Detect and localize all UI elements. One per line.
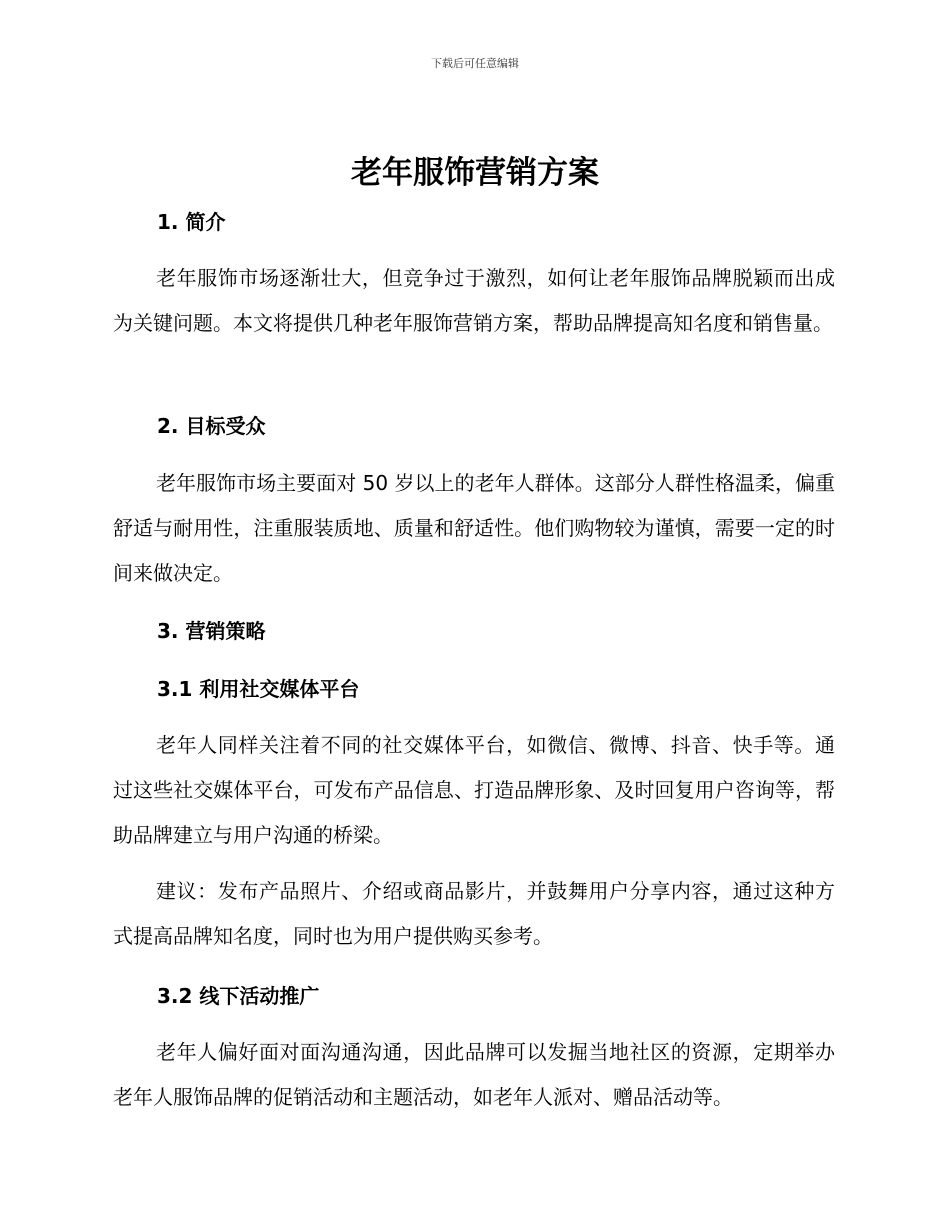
header-note: 下载后可任意编辑 [431,57,519,70]
subsection-heading-offline: 3.2 线下活动推广 [157,984,320,1008]
section-heading-audience: 2. 目标受众 [157,414,266,438]
paragraph-social-1: 老年人同样关注着不同的社交媒体平台，如微信、微博、抖音、快手等。通过这些社交媒体平台，可发布产品信息、打造品牌形象、及时回复用户咨询等，帮助品牌建立与用户沟通的桥梁。 [113,733,835,847]
section-heading-strategy: 3. 营销策略 [157,619,266,643]
paragraph-audience: 老年服饰市场主要面对 50 岁以上的老年人群体。这部分人群性格温柔，偏重舒适与耐用性，注重服装质地、质量和舒适性。他们购物较为谨慎，需要一定的时间来做决定。 [113,471,835,585]
document-title: 老年服饰营销方案 [351,155,599,191]
section-heading-intro: 1. 简介 [157,210,226,234]
paragraph-intro: 老年服饰市场逐渐壮大，但竞争过于激烈，如何让老年服饰品牌脱颖而出成为关键问题。本文将提供几种老年服饰营销方案，帮助品牌提高知名度和销售量。 [113,266,835,335]
subsection-heading-social: 3.1 利用社交媒体平台 [157,677,360,701]
paragraph-social-2: 建议：发布产品照片、介绍或商品影片，并鼓舞用户分享内容，通过这种方式提高品牌知名度，同时也为用户提供购买参考。 [113,879,835,948]
paragraph-offline: 老年人偏好面对面沟通沟通，因此品牌可以发掘当地社区的资源，定期举办老年人服饰品牌的促销活动和主题活动，如老年人派对、赠品活动等。 [113,1040,835,1109]
